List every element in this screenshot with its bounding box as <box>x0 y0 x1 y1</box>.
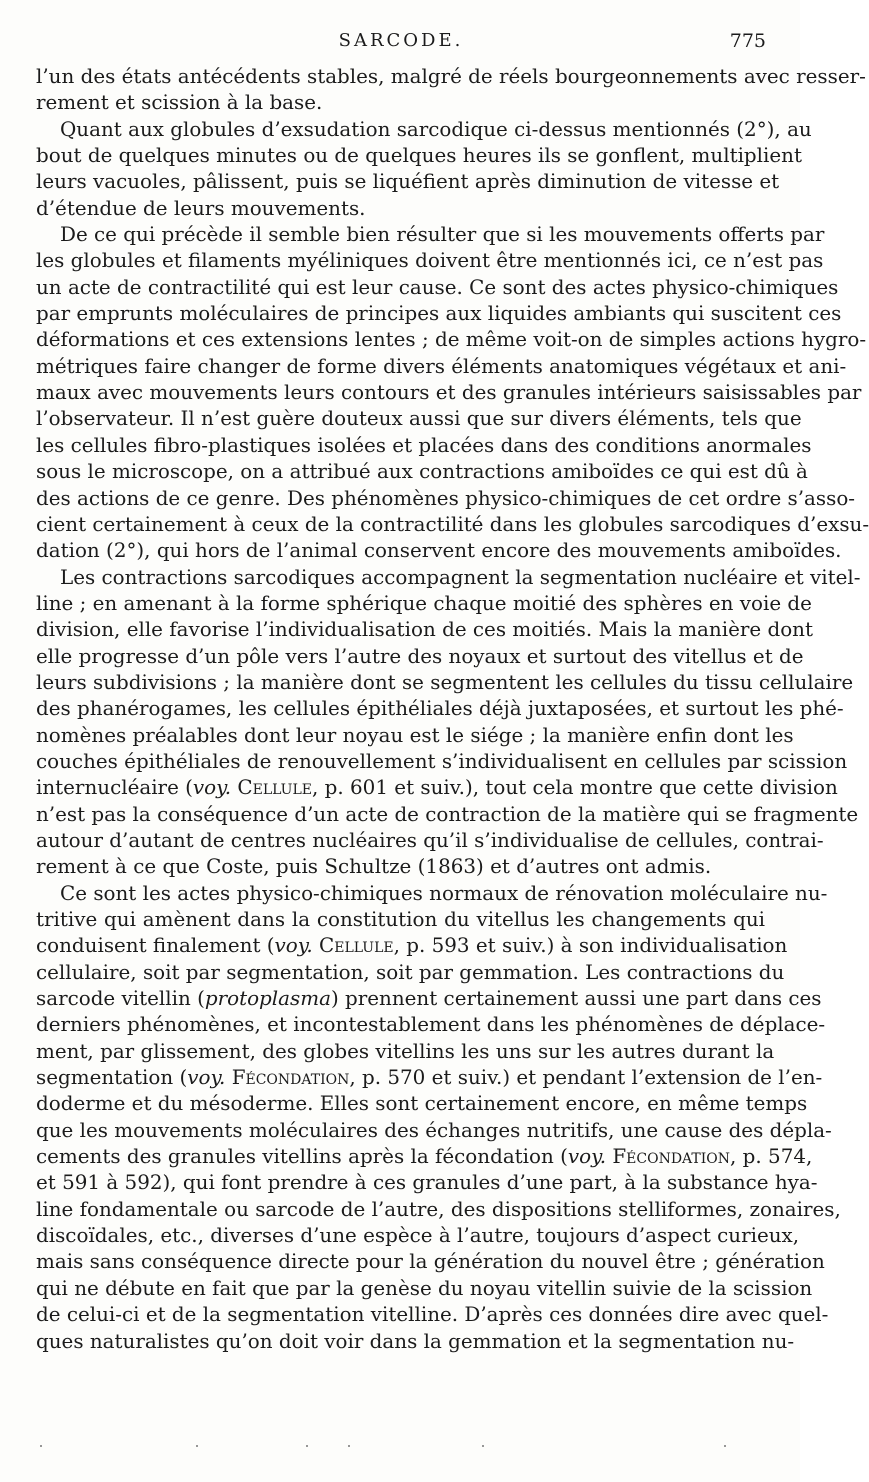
text-line: qui ne débute en fait que par la genèse du noyau vitellin suivie de la scission <box>36 1276 813 1300</box>
text-line: rement à ce que Coste, puis Schultze (1863) et d’autres ont admis. <box>36 855 712 879</box>
speck <box>482 1445 484 1447</box>
text-line: les cellules fibro-plastiques isolées et placées dans des conditions anormales <box>36 433 812 457</box>
text-line <box>36 986 822 1012</box>
speck <box>724 1445 726 1447</box>
text-line: mais sans conséquence directe pour la génération du nouvel être ; génération <box>36 1250 825 1274</box>
text-span-sc: Cellule <box>237 776 312 800</box>
text-line: n’est pas la conséquence d’un acte de contraction de la matière qui se fragmente <box>36 802 859 826</box>
text-line: sous le microscope, on a attribué aux contractions amiboïdes ce qui est dû à <box>36 460 808 484</box>
text-line: Quant aux globules d’exsudation sarcodique ci-dessus mentionnés (2°), au <box>60 117 812 141</box>
text-span-post: ) prennent certainement aussi une part dans ces <box>330 987 822 1011</box>
text-line: leurs subdivisions ; la manière dont se segmentent les cellules du tissu cellulaire <box>36 670 854 694</box>
text-span-it: voy. <box>187 1066 226 1090</box>
text-line: doderme et du mésoderme. Elles sont certainement encore, en même temps <box>36 1092 808 1116</box>
text-line: bout de quelques minutes ou de quelques heures ils se gonflent, multiplient <box>36 144 802 168</box>
page-number: 775 <box>729 30 766 52</box>
speck <box>306 1445 308 1447</box>
text-line <box>36 1065 823 1091</box>
text-span-pre: conduisent finalement ( <box>36 934 275 958</box>
text-line: des phanérogames, les cellules épithéliales déjà juxtaposées, et surtout les phé- <box>36 697 844 721</box>
text-line: d’étendue de leurs mouvements. <box>36 196 366 220</box>
text-line <box>36 775 838 801</box>
text-line: de celui-ci et de la segmentation vitelline. D’après ces données dire avec quel- <box>36 1303 829 1327</box>
text-line: ques naturalistes qu’on doit voir dans la gemmation et la segmentation nu- <box>36 1329 795 1353</box>
text-span-sc: Fécondation <box>612 1145 731 1169</box>
text-line: par emprunts moléculaires de principes aux liquides ambiants qui suscitent ces <box>36 302 842 326</box>
text-line: autour d’autant de centres nucléaires qu’il s’individualise de cellules, contrai- <box>36 828 824 852</box>
text-span-sc: Cellule <box>319 934 394 958</box>
text-span-pre: segmentation ( <box>36 1066 188 1090</box>
text-line: Les contractions sarcodiques accompagnent la segmentation nucléaire et vitel- <box>60 565 861 589</box>
text-line: l’un des états antécédents stables, malgré de réels bourgeonnements avec resser- <box>36 65 866 88</box>
text-span-post: , p. 593 et suiv.) à son individualisation <box>393 934 788 958</box>
text-line: couches épithéliales de renouvellement s’individualisent en cellules par scission <box>36 749 848 773</box>
text-line: rement et scission à la base. <box>36 91 323 115</box>
text-line: derniers phénomènes, et incontestablement dans les phénomènes de déplace- <box>36 1013 826 1037</box>
text-span-post: , p. 570 et suiv.) et pendant l’extension de l’en- <box>349 1066 823 1090</box>
text-line: tritive qui amènent dans la constitution du vitellus les changements qui <box>36 908 765 931</box>
text-line: des actions de ce genre. Des phénomènes physico-chimiques de cet ordre s’asso- <box>36 486 856 510</box>
text-span-post: , p. 574, <box>730 1145 813 1169</box>
text-line: line fondamentale ou sarcode de l’autre, des dispositions stelliformes, zonaires, <box>36 1197 841 1221</box>
text-line: cellulaire, soit par segmentation, soit par gemmation. Les contractions du <box>36 960 785 984</box>
text-line: l’observateur. Il n’est guère douteux aussi que sur divers éléments, tels que <box>36 407 802 431</box>
text-span-it: voy. <box>192 776 232 800</box>
text-line: maux avec mouvements leurs contours et des granules intérieurs saisissables par <box>36 381 862 405</box>
text-line: les globules et filaments myéliniques doivent être mentionnés ici, ce n’est pas <box>36 249 824 273</box>
speck <box>40 1445 42 1447</box>
running-title: SARCODE. <box>338 30 464 51</box>
text-line: un acte de contractilité qui est leur cause. Ce sont des actes physico-chimiques <box>36 275 839 299</box>
text-line: déformations et ces extensions lentes ; de même voit-on de simples actions hygro- <box>36 328 867 352</box>
text-line: division, elle favorise l’individualisation de ces moitiés. Mais la manière dont <box>36 618 813 642</box>
text-line: discoïdales, etc., diverses d’une espèce à l’autre, toujours d’aspect curieux, <box>36 1224 800 1248</box>
text-line: elle progresse d’un pôle vers l’autre des noyaux et surtout des vitellus et de <box>36 644 804 668</box>
text-span-pre: internucléaire ( <box>36 776 193 800</box>
text-span-pre: sarcode vitellin ( <box>36 987 205 1011</box>
speck <box>196 1445 198 1447</box>
text-line <box>36 1144 813 1170</box>
text-line: dation (2°), qui hors de l’animal conservent encore des mouvements amiboïdes. <box>36 539 842 563</box>
text-line: cient certainement à ceux de la contractilité dans les globules sarcodiques d’exsu- <box>36 512 869 536</box>
text-line <box>36 933 788 959</box>
text-span-pre: cements des granules vitellins après la fécondation ( <box>36 1145 568 1169</box>
body-text <box>36 64 869 1355</box>
text-line: que les mouvements moléculaires des échanges nutritifs, une cause des dépla- <box>36 1118 832 1142</box>
text-line: line ; en amenant à la forme sphérique chaque moitié des sphères en voie de <box>36 591 812 615</box>
text-line: nomènes préalables dont leur noyau est le siége ; la manière enfin dont les <box>36 723 794 747</box>
speck <box>348 1445 350 1447</box>
text-span-post: , p. 601 et suiv.), tout cela montre que cette division <box>311 776 838 800</box>
running-header <box>36 26 766 56</box>
text-line: et 591 à 592), qui font prendre à ces granules d’une part, à la substance hya- <box>36 1171 818 1195</box>
text-span-it: voy. <box>274 934 313 958</box>
text-span-it: voy. <box>567 1145 607 1169</box>
bottom-specks <box>36 1445 766 1455</box>
text-span-sc: Fécondation <box>231 1066 350 1090</box>
text-line: ment, par glissement, des globes vitellins les uns sur les autres durant la <box>36 1039 775 1063</box>
text-span-it: protoplasma <box>204 987 331 1011</box>
text-line: Ce sont les actes physico-chimiques normaux de rénovation moléculaire nu- <box>60 881 828 905</box>
text-line: métriques faire changer de forme divers éléments anatomiques végétaux et ani- <box>36 354 847 378</box>
text-line: De ce qui précède il semble bien résulter que si les mouvements offerts par <box>60 223 825 247</box>
text-line: leurs vacuoles, pâlissent, puis se liquéfient après diminution de vitesse et <box>36 170 780 194</box>
